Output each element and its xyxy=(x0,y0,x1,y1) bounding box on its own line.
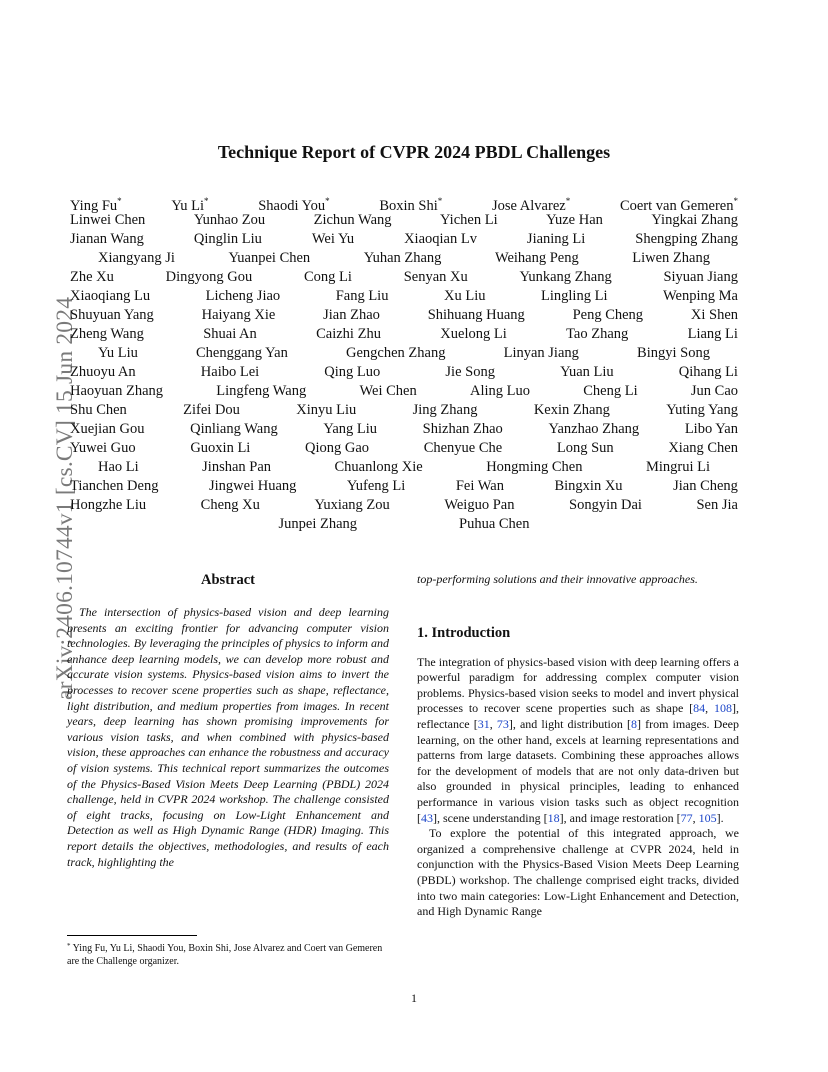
author-name: Xiangyang Ji xyxy=(98,250,175,266)
intro-paragraph-2: To explore the potential of this integrated approach, we organized a comprehensive challenge at CVPR 2024, held in conjunction with the Physics-Based Vision Meets Deep Learning (PBDL) workshop. The challenge comprised eight tracks, divided into two main categories: Low-Light Enhancement and Detection, and High Dynamic Range xyxy=(417,826,739,919)
author-name: Yu Li* xyxy=(171,196,209,214)
author-name: Zheng Wang xyxy=(70,326,144,342)
author-row xyxy=(70,458,738,477)
author-name: Senyan Xu xyxy=(403,269,468,285)
author-name: Yuan Liu xyxy=(560,364,614,380)
author-row xyxy=(70,382,738,401)
author-name: Xiaoqiang Lu xyxy=(70,288,151,304)
author-name: Dingyong Gou xyxy=(165,269,253,285)
author-name: Shihuang Huang xyxy=(427,307,525,323)
citation-link[interactable]: 73 xyxy=(496,716,509,731)
author-name: Yichen Li xyxy=(440,212,498,228)
author-name: Sen Jia xyxy=(696,497,738,513)
citation-link[interactable]: 105 xyxy=(698,810,717,825)
author-name: Yuanpei Chen xyxy=(228,250,311,266)
author-name: Licheng Jiao xyxy=(205,288,281,304)
author-name: Coert van Gemeren* xyxy=(619,196,738,214)
arxiv-stamp xyxy=(28,290,78,700)
author-name: Kexin Zhang xyxy=(533,402,610,418)
author-name: Jinshan Pan xyxy=(202,459,272,475)
author-name: Yingkai Zhang xyxy=(651,212,738,228)
author-row xyxy=(70,420,738,439)
author-name: Chenyue Che xyxy=(423,440,503,456)
author-name: Jing Zhang xyxy=(412,402,478,418)
author-name: Fei Wan xyxy=(455,478,504,494)
author-name: Bingxin Xu xyxy=(554,478,623,494)
author-name: Yunkang Zhang xyxy=(519,269,612,285)
right-column xyxy=(417,572,739,920)
author-name: Haibo Lei xyxy=(200,364,260,380)
author-name: Linyan Jiang xyxy=(503,345,579,361)
author-name: Zhuoyu An xyxy=(70,364,136,380)
author-name: Shizhan Zhao xyxy=(422,421,503,437)
author-name: Jian Cheng xyxy=(673,478,738,494)
author-name: Shaodi You* xyxy=(258,196,330,214)
author-name: Tao Zhang xyxy=(566,326,629,342)
author-name: Cheng Li xyxy=(583,383,638,399)
author-row xyxy=(70,363,738,382)
arxiv-stamp-text: arXiv:2406.10744v1 [cs.CV] 15 Jun 2024 xyxy=(52,296,78,700)
author-name: Yuxiang Zou xyxy=(314,497,390,513)
author-name: Chuanlong Xie xyxy=(334,459,423,475)
author-name: Weiguo Pan xyxy=(444,497,515,513)
author-name: Wei Yu xyxy=(311,231,355,247)
author-name: Xuejian Gou xyxy=(70,421,145,437)
footnote xyxy=(67,940,389,968)
author-name: Jingwei Huang xyxy=(209,478,297,494)
author-name: Qiong Gao xyxy=(304,440,370,456)
author-name: Yu Liu xyxy=(98,345,138,361)
author-row xyxy=(70,439,738,458)
author-name: Long Sun xyxy=(556,440,614,456)
author-name: Jianan Wang xyxy=(70,231,144,247)
intro-paragraph-1: The integration of physics-based vision with deep learning offers a powerful paradigm for addressing complex computer vision problems. Physics-based vision seeks to model and invert physical processes to recover scene properties such as shape [84, 108], reflectance [31, 73], and light distribution [8] from images. Deep learning, on the other hand, excels at learning representations and patterns from large datasets. Combining these approaches allows for the development of models that are not only data-driven but also grounded in physical principles, leading to enhanced performance in various vision tasks such as object recognition [43], scene understanding [18], and image restoration [77, 105]. xyxy=(417,654,740,825)
citation-link[interactable]: 77 xyxy=(680,810,693,825)
author-name: Gengchen Zhang xyxy=(346,345,446,361)
author-name: Lingfeng Wang xyxy=(216,383,307,399)
author-name: Qinliang Wang xyxy=(190,421,278,437)
author-name: Shu Chen xyxy=(70,402,127,418)
author-name: Siyuan Jiang xyxy=(663,269,738,285)
author-row xyxy=(70,230,738,249)
author-name: Shuyuan Yang xyxy=(70,307,154,323)
author-row xyxy=(70,325,738,344)
author-name: Xu Liu xyxy=(444,288,486,304)
citation-link[interactable]: 8 xyxy=(631,716,637,731)
author-name: Cong Li xyxy=(304,269,352,285)
abstract-continuation: top-performing solutions and their innovative approaches. xyxy=(417,572,698,586)
author-name: Fang Liu xyxy=(335,288,389,304)
author-name: Liwen Zhang xyxy=(632,250,710,266)
author-name: Qing Luo xyxy=(324,364,381,380)
author-name: Yang Liu xyxy=(323,421,378,437)
author-name: Wei Chen xyxy=(359,383,417,399)
author-name: Jie Song xyxy=(445,364,495,380)
abstract-heading: Abstract xyxy=(201,572,255,588)
footnote-rule xyxy=(67,935,197,936)
author-row xyxy=(70,306,738,325)
abstract-text: The intersection of physics-based vision and deep learning presents an exciting frontier for advancing computer vision technologies. By leveraging the principles of physics to inform and enhance deep learning models, we can develop more robust and accurate vision systems. Physics-based vision aims to invert the processes to recover scene properties such as shape, reflectance, light distribution, and medium properties from images. In recent years, deep learning has shown promising improvements for various vision tasks, and when combined with physics-based vision, these approaches can enhance the robustness and accuracy of vision systems. This technical report summarizes the outcomes of the Physics-Based Vision Meets Deep Learning (PBDL) 2024 challenge, held in CVPR 2024 workshop. The challenge consisted of eight tracks, focusing on Low-Light Enhancement and Detection as well as High Dynamic Range (HDR) Imaging. This report details the objectives, methodologies, and results of each track, highlighting the xyxy=(67,605,389,869)
author-row xyxy=(70,249,738,268)
author-name: Xiaoqian Lv xyxy=(404,231,477,247)
author-name: Ying Fu* xyxy=(70,196,122,214)
author-name: Xuelong Li xyxy=(440,326,507,342)
author-name: Xinyu Liu xyxy=(296,402,357,418)
author-name: Zichun Wang xyxy=(313,212,392,228)
author-name: Bingyi Song xyxy=(637,345,710,361)
author-name: Yuting Yang xyxy=(666,402,738,418)
left-column xyxy=(67,572,389,870)
author-name: Jose Alvarez* xyxy=(492,196,571,214)
citation-link[interactable]: 43 xyxy=(421,810,433,825)
author-name: Aling Luo xyxy=(469,383,530,399)
author-row xyxy=(70,192,738,214)
author-name: Tianchen Deng xyxy=(70,478,159,494)
citation-link[interactable]: 84 xyxy=(693,701,706,716)
author-name: Jianing Li xyxy=(526,231,586,247)
author-name: Yuwei Guo xyxy=(70,440,136,456)
author-name: Guoxin Li xyxy=(190,440,251,456)
author-name: Caizhi Zhu xyxy=(316,326,381,342)
citation-link[interactable]: 108 xyxy=(714,701,733,716)
author-row xyxy=(70,477,738,496)
author-row xyxy=(70,401,738,420)
author-row xyxy=(70,496,738,515)
author-name: Linwei Chen xyxy=(70,212,146,228)
author-name: Yuhan Zhang xyxy=(363,250,442,266)
footnote-text: Ying Fu, Yu Li, Shaodi You, Boxin Shi, Jose Alvarez and Coert van Gemeren are the Challenge organizer. xyxy=(67,943,383,967)
author-row xyxy=(70,344,738,363)
author-name: Lingling Li xyxy=(541,288,608,304)
author-name: Qinglin Liu xyxy=(193,231,262,247)
introduction-heading: 1. Introduction xyxy=(417,624,511,641)
author-row xyxy=(70,287,738,306)
author-name: Yanzhao Zhang xyxy=(548,421,640,437)
author-name: Haoyuan Zhang xyxy=(70,383,164,399)
author-name: Weihang Peng xyxy=(494,250,579,266)
author-name: Jian Zhao xyxy=(323,307,380,323)
citation-link[interactable]: 18 xyxy=(547,810,560,825)
author-name: Zhe Xu xyxy=(70,269,114,285)
citation-link[interactable]: 31 xyxy=(477,716,490,731)
author-name: Puhua Chen xyxy=(459,516,530,532)
author-name: Xiang Chen xyxy=(668,440,738,456)
author-name: Libo Yan xyxy=(684,421,738,437)
author-name: Peng Cheng xyxy=(572,307,644,323)
author-name: Qihang Li xyxy=(678,364,738,380)
author-name: Yuze Han xyxy=(546,212,603,228)
author-name: Xi Shen xyxy=(690,307,738,323)
author-name: Zifei Dou xyxy=(183,402,240,418)
author-name: Cheng Xu xyxy=(200,497,260,513)
author-name: Hao Li xyxy=(98,459,139,475)
author-name: Haiyang Xie xyxy=(201,307,276,323)
author-name: Mingrui Li xyxy=(645,459,710,475)
author-name: Liang Li xyxy=(687,326,738,342)
author-name: Songyin Dai xyxy=(569,497,642,513)
paper-title: Technique Report of CVPR 2024 PBDL Challenges xyxy=(217,142,611,162)
author-name: Yufeng Li xyxy=(346,478,406,494)
footnote-mark: * xyxy=(67,942,71,950)
author-list xyxy=(70,192,738,534)
author-name: Shuai An xyxy=(203,326,257,342)
author-name: Wenping Ma xyxy=(663,288,738,304)
author-row xyxy=(70,515,738,534)
author-name: Hongming Chen xyxy=(486,459,583,475)
author-name: Junpei Zhang xyxy=(278,516,358,532)
author-name: Shengping Zhang xyxy=(635,231,738,247)
author-name: Chenggang Yan xyxy=(196,345,288,361)
author-name: Jun Cao xyxy=(690,383,738,399)
author-name: Boxin Shi* xyxy=(379,196,443,214)
author-name: Yunhao Zou xyxy=(193,212,266,228)
page-number: 1 xyxy=(411,991,417,1005)
author-row xyxy=(70,268,738,287)
author-name: Hongzhe Liu xyxy=(70,497,147,513)
